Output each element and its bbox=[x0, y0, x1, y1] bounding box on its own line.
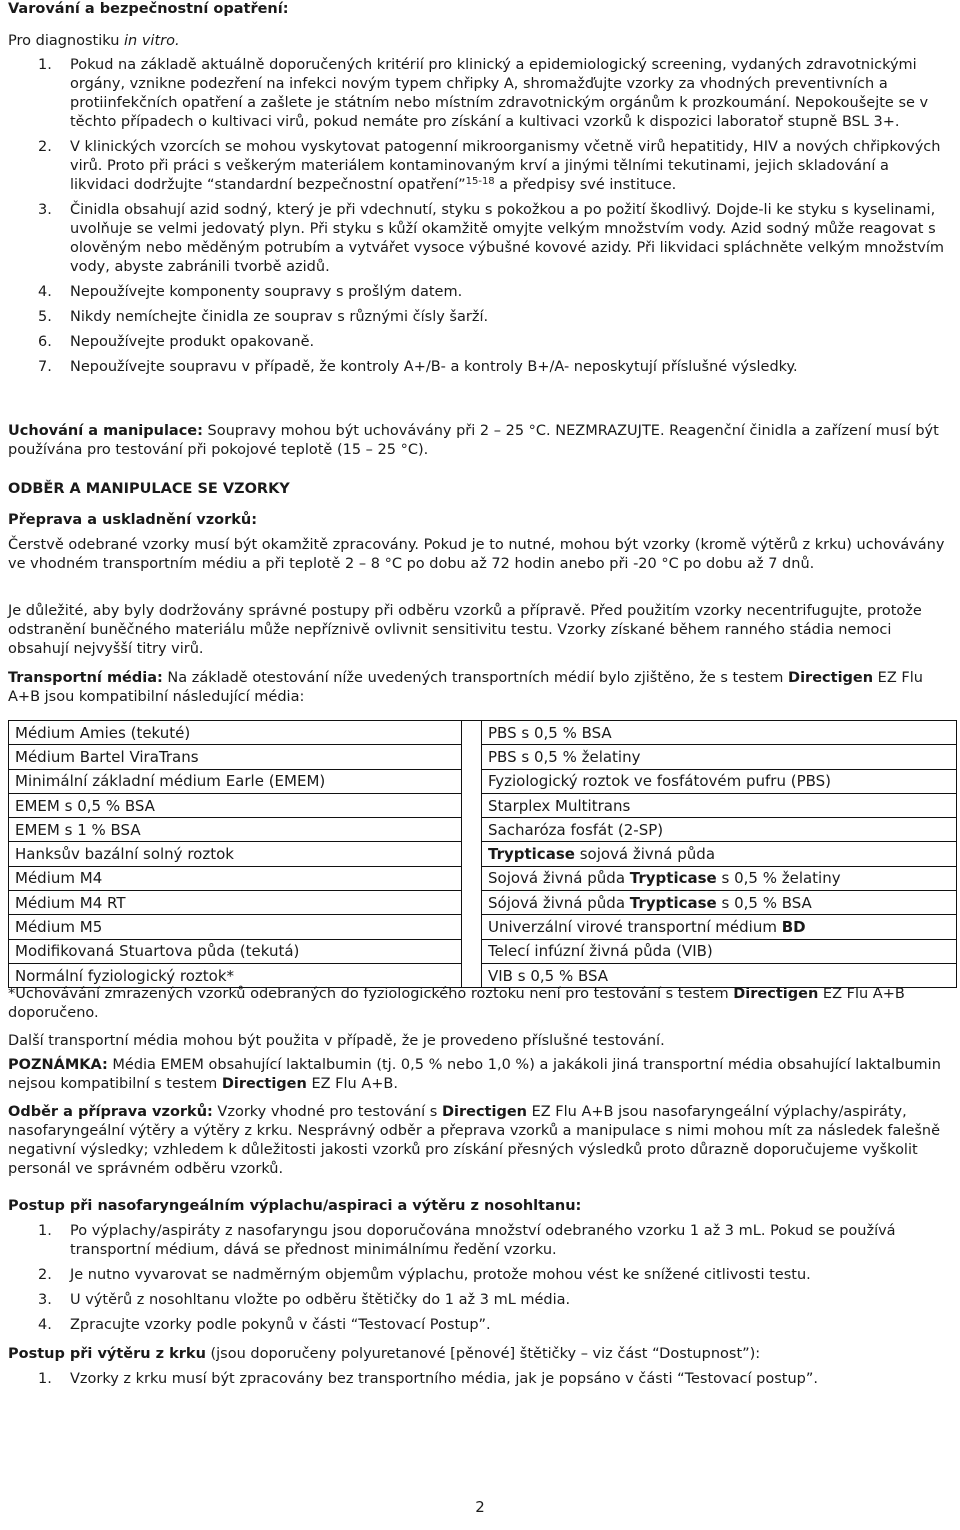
footnote-text-end: EZ Flu A+B doporučeno. bbox=[8, 986, 905, 1021]
warning-item-number: 6. bbox=[38, 334, 52, 350]
note-paragraph bbox=[8, 1056, 948, 1094]
nasal-step-4 bbox=[8, 1316, 948, 1335]
note-text-end: EZ Flu A+B. bbox=[306, 1076, 398, 1092]
warning-item-1 bbox=[8, 56, 948, 132]
storage-text: Soupravy mohou být uchovávány při 2 – 25 °C. NEZMRAZUJTE. Reagenční činidla a zařízení musí být používána pro testování při pokojové teplotě (15 – 25 °C). bbox=[8, 423, 939, 458]
warning-item-number: 1. bbox=[38, 57, 52, 73]
diagnostics-line bbox=[8, 32, 180, 51]
brand-name: Directigen bbox=[221, 1076, 307, 1092]
media-left-cell: Minimální základní médium Earle (EMEM) bbox=[9, 769, 462, 793]
collection-text: Vzorky vhodné pro testování s bbox=[212, 1104, 442, 1120]
warning-item-6 bbox=[8, 333, 948, 352]
media-right-cell bbox=[482, 939, 957, 963]
media-right-cell bbox=[482, 915, 957, 939]
media-table-gap bbox=[462, 866, 482, 890]
brand-name: Directigen bbox=[441, 1104, 527, 1120]
media-table-gap bbox=[462, 915, 482, 939]
warning-item-4 bbox=[8, 283, 948, 302]
step-number: 3. bbox=[38, 1292, 52, 1308]
warning-item-number: 7. bbox=[38, 359, 52, 375]
transport-heading: Přeprava a uskladnění vzorků: bbox=[8, 512, 258, 528]
warning-item-2 bbox=[8, 138, 948, 195]
step-number: 1. bbox=[38, 1223, 52, 1239]
warning-item-5 bbox=[8, 308, 948, 327]
media-right-pre: PBS s 0,5 % želatiny bbox=[488, 747, 641, 766]
media-table-gap bbox=[462, 769, 482, 793]
specimen-paragraph-1: Čerstvě odebrané vzorky musí být okamžitě zpracovány. Pokud je to nutné, mohou být vzorky (kromě výtěrů z krku) uchovávány ve vhodném transportním médiu a při teplotě 2 – 8 °C po dobu až 72 hodin anebo při -20 °C po dobu až 7 dnů. bbox=[8, 537, 945, 572]
media-left-cell: EMEM s 1 % BSA bbox=[9, 818, 462, 842]
footnote-text: *Uchovávání zmrazených vzorků odebraných do fyziologického roztoku není pro testování s testem bbox=[8, 986, 734, 1002]
nasal-step-2 bbox=[8, 1266, 948, 1285]
specimen-paragraph-2: Je důležité, aby byly dodržovány správné postupy při odběru vzorků a přípravě. Před použitím vzorky necentrifugujte, protože odstranění buněčného materiálu může nepříznivě ovlivnit sensitivitu testu. Vzorky získané během ranného stádia nemoci obsahují nejvyšší titry virů. bbox=[8, 603, 922, 657]
throat-heading bbox=[8, 1345, 948, 1364]
media-right-post: s 0,5 % BSA bbox=[716, 893, 812, 912]
media-right-pre: VIB s 0,5 % BSA bbox=[488, 966, 609, 985]
media-table-gap bbox=[462, 939, 482, 963]
reference-superscript: 15-18 bbox=[465, 176, 495, 187]
collection-paragraph bbox=[8, 1103, 948, 1179]
step-text: Vzorky z krku musí být zpracovány bez transportního média, jak je popsáno v části “Testovací postup”. bbox=[70, 1371, 818, 1387]
media-right-bold: Trypticase bbox=[488, 845, 575, 864]
specimen-heading: ODBĚR A MANIPULACE SE VZORKY bbox=[8, 481, 290, 497]
warning-item-7 bbox=[8, 358, 948, 377]
warning-item-text-end: a předpisy své instituce. bbox=[494, 177, 677, 193]
media-left-cell: Modifikovaná Stuartova půda (tekutá) bbox=[9, 939, 462, 963]
media-right-bold: Trypticase bbox=[629, 869, 717, 888]
warning-item-number: 5. bbox=[38, 309, 52, 325]
step-text: Po výplachy/aspiráty z nasofaryngu jsou doporučována množství odebraného vzorku 1 až 3 mL. Pokud se používá transportní médium, dává se přednost minimálnímu ředění vzorku. bbox=[70, 1223, 896, 1258]
warning-item-text: V klinických vzorcích se mohou vyskytovat patogenní mikroorganismy včetně virů hepatitidy, HIV a nových chřipkových virů. Proto při práci s veškerým materiálem kontaminovaným krví a jinými tělními tekutinami, jejich skladování a likvidaci dodržujte “standardní bezpečnostní opatření” bbox=[70, 139, 941, 193]
media-table-row bbox=[9, 891, 957, 915]
media-left-cell: Hanksův bazální solný roztok bbox=[9, 842, 462, 866]
step-number: 2. bbox=[38, 1267, 52, 1283]
media-right-pre: Sojová živná půda bbox=[488, 869, 630, 888]
note-label: POZNÁMKA: bbox=[8, 1057, 108, 1073]
step-number: 4. bbox=[38, 1317, 52, 1333]
brand-name: Directigen bbox=[788, 670, 874, 686]
media-right-post: sojová živná půda bbox=[574, 845, 716, 864]
media-table-row bbox=[9, 939, 957, 963]
storage-label: Uchování a manipulace: bbox=[8, 423, 203, 439]
page-number: 2 bbox=[475, 1498, 485, 1516]
nasal-step-3 bbox=[8, 1291, 948, 1310]
throat-steps bbox=[8, 1370, 948, 1389]
nasal-steps bbox=[8, 1222, 948, 1335]
storage-paragraph bbox=[8, 422, 948, 460]
warning-item-text: Nikdy nemíchejte činidla ze souprav s různými čísly šarží. bbox=[70, 309, 489, 325]
media-table-gap bbox=[462, 891, 482, 915]
throat-heading-bold: Postup při výtěru z krku bbox=[8, 1346, 206, 1362]
media-right-bold: BD bbox=[781, 918, 806, 937]
media-right-bold: Trypticase bbox=[629, 893, 717, 912]
media-table-row bbox=[9, 793, 957, 817]
media-right-cell bbox=[482, 793, 957, 817]
transport-media-text-end: EZ Flu A+B jsou kompatibilní následující média: bbox=[8, 670, 923, 705]
media-left-cell: Médium M4 RT bbox=[9, 891, 462, 915]
warning-item-number: 3. bbox=[38, 202, 52, 218]
media-table-gap bbox=[462, 721, 482, 745]
warning-item-text: Nepoužívejte produkt opakovaně. bbox=[70, 334, 315, 350]
media-right-cell bbox=[482, 721, 957, 745]
media-table-row bbox=[9, 745, 957, 769]
media-left-cell: Normální fyziologický roztok* bbox=[9, 963, 462, 987]
warning-item-text: Činidla obsahují azid sodný, který je při vdechnutí, styku s pokožkou a po požití škodlivý. Dojde-li ke styku s kyselinami, uvolňuje se velmi jedovatý plyn. Při styku s kůží okamžitě omyjte velkým množstvím vody. Azid sodný může reagovat s olověným nebo měděným potrubím a vytvářet vysoce výbušné kovové azidy. Při likvidaci spláchněte velkým množstvím vody, abyste zabránili tvorbě azidů. bbox=[70, 202, 945, 275]
media-right-pre: Sacharóza fosfát (2-SP) bbox=[488, 820, 664, 839]
warning-item-text: Nepoužívejte komponenty soupravy s prošlým datem. bbox=[70, 284, 463, 300]
media-right-pre: Sójová živná půda bbox=[488, 893, 630, 912]
throat-step-1 bbox=[8, 1370, 948, 1389]
media-right-pre: Telecí infúzní živná půda (VIB) bbox=[488, 942, 713, 961]
media-right-pre: Starplex Multitrans bbox=[488, 796, 631, 815]
media-table-row bbox=[9, 818, 957, 842]
step-text: Je nutno vyvarovat se nadměrným objemům výplachu, protože mohou vést ke snížené citlivosti testu. bbox=[70, 1267, 811, 1283]
media-table bbox=[8, 720, 957, 988]
media-left-cell: Médium Amies (tekuté) bbox=[9, 721, 462, 745]
step-number: 1. bbox=[38, 1371, 52, 1387]
media-right-pre: Fyziologický roztok ve fosfátovém pufru (PBS) bbox=[488, 772, 832, 791]
collection-text-end: EZ Flu A+B jsou nasofaryngeální výplachy/aspiráty, nasofaryngeální výtěry a výtěry z krku. Nesprávný odběr a přeprava vzorků a manipulace s nimi mohou mít za následek falešně negativní výsledky; vzhledem k důležitosti jakosti vzorků pro získání přesných výsledků proto důrazně doporučujeme vyškolit personál ve správném odběru vzorků. bbox=[8, 1104, 941, 1177]
warning-item-number: 4. bbox=[38, 284, 52, 300]
warning-item-3 bbox=[8, 201, 948, 277]
media-right-cell bbox=[482, 745, 957, 769]
warning-item-text: Nepoužívejte soupravu v případě, že kontroly A+/B- a kontroly B+/A- neposkytují příslušné výsledky. bbox=[70, 359, 798, 375]
media-table-gap bbox=[462, 818, 482, 842]
step-text: Zpracujte vzorky podle pokynů v části “Testovací Postup”. bbox=[70, 1317, 491, 1333]
step-text: U výtěrů z nosohltanu vložte po odběru štětičky do 1 až 3 mL média. bbox=[70, 1292, 571, 1308]
diagnostics-prefix: Pro diagnostiku bbox=[8, 33, 125, 49]
media-right-cell bbox=[482, 818, 957, 842]
diagnostics-italic: in vitro. bbox=[124, 33, 180, 49]
media-table-gap bbox=[462, 793, 482, 817]
media-right-cell bbox=[482, 891, 957, 915]
media-right-cell bbox=[482, 842, 957, 866]
media-right-pre: Univerzální virové transportní médium bbox=[488, 918, 782, 937]
media-table-row bbox=[9, 866, 957, 890]
media-table-row bbox=[9, 842, 957, 866]
media-table-row bbox=[9, 721, 957, 745]
transport-media-label: Transportní média: bbox=[8, 670, 163, 686]
brand-name: Directigen bbox=[733, 986, 819, 1002]
media-table-gap bbox=[462, 745, 482, 769]
collection-label: Odběr a příprava vzorků: bbox=[8, 1104, 213, 1120]
media-left-cell: Médium Bartel ViraTrans bbox=[9, 745, 462, 769]
nasal-heading: Postup při nasofaryngeálním výplachu/aspiraci a výtěru z nosohltanu: bbox=[8, 1198, 582, 1214]
media-right-pre: PBS s 0,5 % BSA bbox=[488, 723, 612, 742]
warning-item-number: 2. bbox=[38, 139, 52, 155]
nasal-step-1 bbox=[8, 1222, 948, 1260]
media-left-cell: Médium M4 bbox=[9, 866, 462, 890]
other-media-note: Další transportní média mohou být použita v případě, že je provedeno příslušné testování. bbox=[8, 1033, 665, 1049]
throat-heading-rest: (jsou doporučeny polyuretanové [pěnové] štětičky – viz část “Dostupnost”): bbox=[205, 1346, 761, 1362]
media-right-cell bbox=[482, 866, 957, 890]
warning-item-text: Pokud na základě aktuálně doporučených kritérií pro klinický a epidemiologický screening, vydaných zdravotnickými orgány, vznikne podezření na infekci novým typem chřipky A, shromažďujte vzorky za vhodných preventivních a protiinfekčních opatření a zašlete je státním nebo místním zdravotnickým orgánům k prozkoumání. Nepokoušejte se v těchto případech o kultivaci virů, pokud nemáte pro získání a kultivaci vzorků k dispozici laboratoř stupně BSL 3+. bbox=[70, 57, 929, 130]
footnote bbox=[8, 985, 948, 1023]
media-left-cell: Médium M5 bbox=[9, 915, 462, 939]
warnings-heading: Varování a bezpečnostní opatření: bbox=[8, 1, 289, 17]
transport-media-paragraph bbox=[8, 669, 948, 707]
media-right-post: s 0,5 % želatiny bbox=[716, 869, 841, 888]
media-table-gap bbox=[462, 842, 482, 866]
media-table-row bbox=[9, 769, 957, 793]
media-right-cell bbox=[482, 769, 957, 793]
warnings-list bbox=[8, 56, 948, 377]
transport-media-text: Na základě otestování níže uvedených transportních médií bylo zjištěno, že s testem bbox=[162, 670, 789, 686]
media-left-cell: EMEM s 0,5 % BSA bbox=[9, 793, 462, 817]
note-text: Média EMEM obsahující laktalbumin (tj. 0,5 % nebo 1,0 %) a jakákoli jiná transportní média obsahující laktalbumin nejsou kompatibilní s testem bbox=[8, 1057, 941, 1092]
media-table-row bbox=[9, 915, 957, 939]
